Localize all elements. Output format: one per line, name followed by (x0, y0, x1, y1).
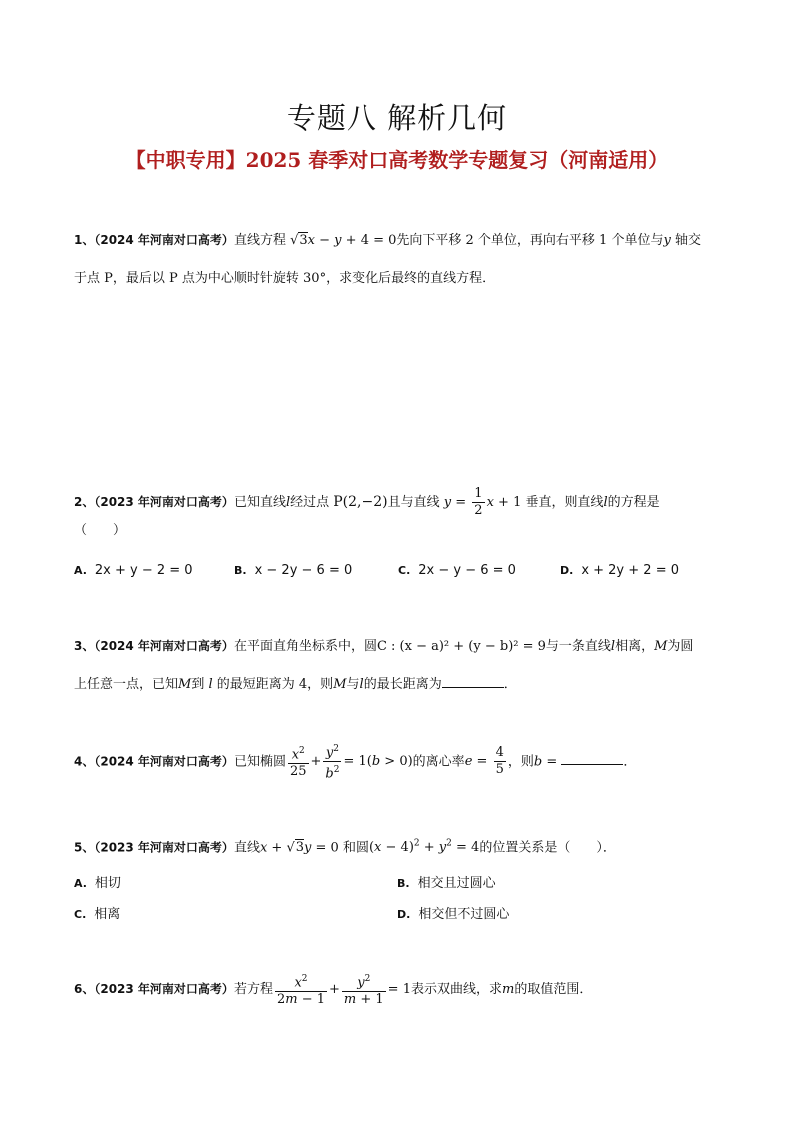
question-text: 于点 P，最后以 P 点为中心顺时针旋转 30°，求变化后最终的直线方程． (74, 271, 496, 286)
question-source: （2023 年河南对口高考） (94, 982, 234, 996)
question-text: 垂直，则直线 (525, 495, 604, 510)
option-label: C. (74, 908, 87, 921)
question-text: 直线 (233, 840, 260, 856)
option-a[interactable] (74, 872, 121, 891)
question-text: 先向下平移 2 个单位，再向右平移 1 个单位与 (396, 233, 664, 248)
option-b[interactable] (397, 872, 496, 891)
math-variable: M (178, 677, 192, 692)
question-text: 的最长距离为 (363, 677, 442, 692)
question-text: ，则 (507, 754, 534, 770)
question-text: 与一条直线 (545, 639, 611, 654)
question-text: 的最短距离为 4，则 (216, 677, 334, 692)
question-text: 若方程 (233, 982, 273, 997)
math-variable: M (333, 677, 347, 692)
math-expression: C : (x − a)² + (y − b)² = 9 (376, 639, 546, 654)
question-text: 和圆 (342, 840, 369, 856)
question-text: 且与直线 (387, 495, 444, 510)
question-source: （2023 年河南对口高考） (94, 840, 234, 855)
question-6 (74, 970, 724, 1009)
math-variable: l (285, 495, 291, 510)
option-label: D. (397, 908, 411, 921)
question-number: 4、 (74, 754, 95, 769)
option-text: 相切 (94, 876, 121, 891)
question-5 (74, 825, 724, 867)
option-text: x − 2y − 6 = 0 (254, 563, 353, 578)
question-text: 的位置关系是（ ）． (479, 840, 616, 856)
question-text: 轴交 (670, 233, 701, 248)
page-subtitle: 【中职专用】2025 春季对口高考数学专题复习（河南适用） (125, 148, 669, 172)
math-variable: y (663, 233, 671, 248)
option-d[interactable] (560, 563, 679, 578)
question-text: 已知椭圆 (233, 754, 286, 770)
math-expression: b = (533, 754, 562, 770)
question-source: （2023 年河南对口高考） (94, 495, 234, 509)
math-variable: l (610, 639, 616, 654)
math-expression: x + √3y = 0 (259, 840, 343, 856)
option-text: 2x − y − 6 = 0 (418, 563, 516, 578)
option-label: C. (398, 564, 411, 577)
math-variable: M (654, 639, 668, 654)
punctuation: ． (623, 754, 637, 770)
option-text: 相交但不过圆心 (418, 907, 510, 922)
punctuation: ． (503, 677, 517, 692)
option-label: A. (74, 877, 87, 890)
question-4 (74, 741, 724, 783)
question-text: 的离心率 (412, 754, 465, 770)
math-expression: √3x − y + 4 = 0 (290, 233, 397, 248)
question-text: 与 (346, 677, 360, 692)
question-text: 相离， (615, 639, 655, 654)
option-text: 相离 (94, 907, 121, 922)
question-text: 的取值范围． (514, 982, 593, 997)
math-variable: l (359, 677, 364, 692)
question-number: 1、 (74, 233, 95, 247)
question-text: 表示双曲线，求 (410, 982, 502, 997)
option-a[interactable] (74, 563, 193, 578)
option-label: D. (560, 564, 574, 577)
option-text: x + 2y + 2 = 0 (581, 563, 679, 578)
question-source: （2024 年河南对口高考） (94, 639, 234, 653)
question-text: 在平面直角坐标系中，圆 (233, 639, 377, 654)
question-source: （2024 年河南对口高考） (94, 233, 234, 247)
question-text: 经过点 (290, 495, 334, 510)
question-number: 2、 (74, 495, 95, 509)
math-expression: e = $\frac{4}{5}$ (464, 745, 504, 778)
page-title: 专题八 解析几何 (286, 101, 508, 135)
question-text: 的方程是 (607, 495, 660, 510)
math-expression: $(x - 4)^2 + y^2 = 4$ (368, 839, 480, 856)
option-label: B. (234, 564, 247, 577)
option-c[interactable] (74, 903, 120, 922)
question-text: 为圆 (667, 639, 694, 654)
question-text: 到 (191, 677, 205, 692)
question-3 (74, 627, 724, 704)
math-expression: y = $\frac{1}{2}$ x + 1 (443, 486, 526, 518)
option-d[interactable] (397, 903, 509, 922)
question-text: 上任意一点，已知 (74, 677, 179, 692)
question-2-paren (74, 518, 724, 544)
option-c[interactable] (398, 563, 516, 578)
question-text: 直线方程 (233, 233, 291, 248)
math-variable: m (501, 982, 515, 997)
question-number: 3、 (74, 639, 95, 653)
question-2 (74, 483, 724, 522)
question-source: （2024 年河南对口高考） (94, 754, 234, 769)
question-number: 6、 (74, 982, 95, 996)
answer-blank[interactable] (561, 750, 623, 765)
math-variable: l (603, 495, 608, 510)
question-1 (74, 221, 724, 298)
question-text: 已知直线 (233, 495, 286, 510)
option-label: A. (74, 564, 87, 577)
math-variable: l (204, 677, 217, 692)
option-b[interactable] (234, 563, 352, 578)
question-number: 5、 (74, 840, 95, 855)
option-label: B. (397, 877, 410, 890)
math-point: P(2,−2) (333, 494, 388, 510)
math-expression: $\frac{x^2}{25}$ + $\frac{y^2}{b^2}$ = 1(b > 0) (286, 754, 413, 769)
math-expression: $\frac{x^2}{2m - 1}$ + $\frac{y^2}{m + 1}$ = 1 (273, 982, 411, 997)
option-text: 2x + y − 2 = 0 (94, 563, 193, 578)
option-text: 相交且过圆心 (417, 876, 496, 891)
answer-paren: （ ） (74, 523, 127, 538)
answer-blank[interactable] (442, 673, 504, 688)
